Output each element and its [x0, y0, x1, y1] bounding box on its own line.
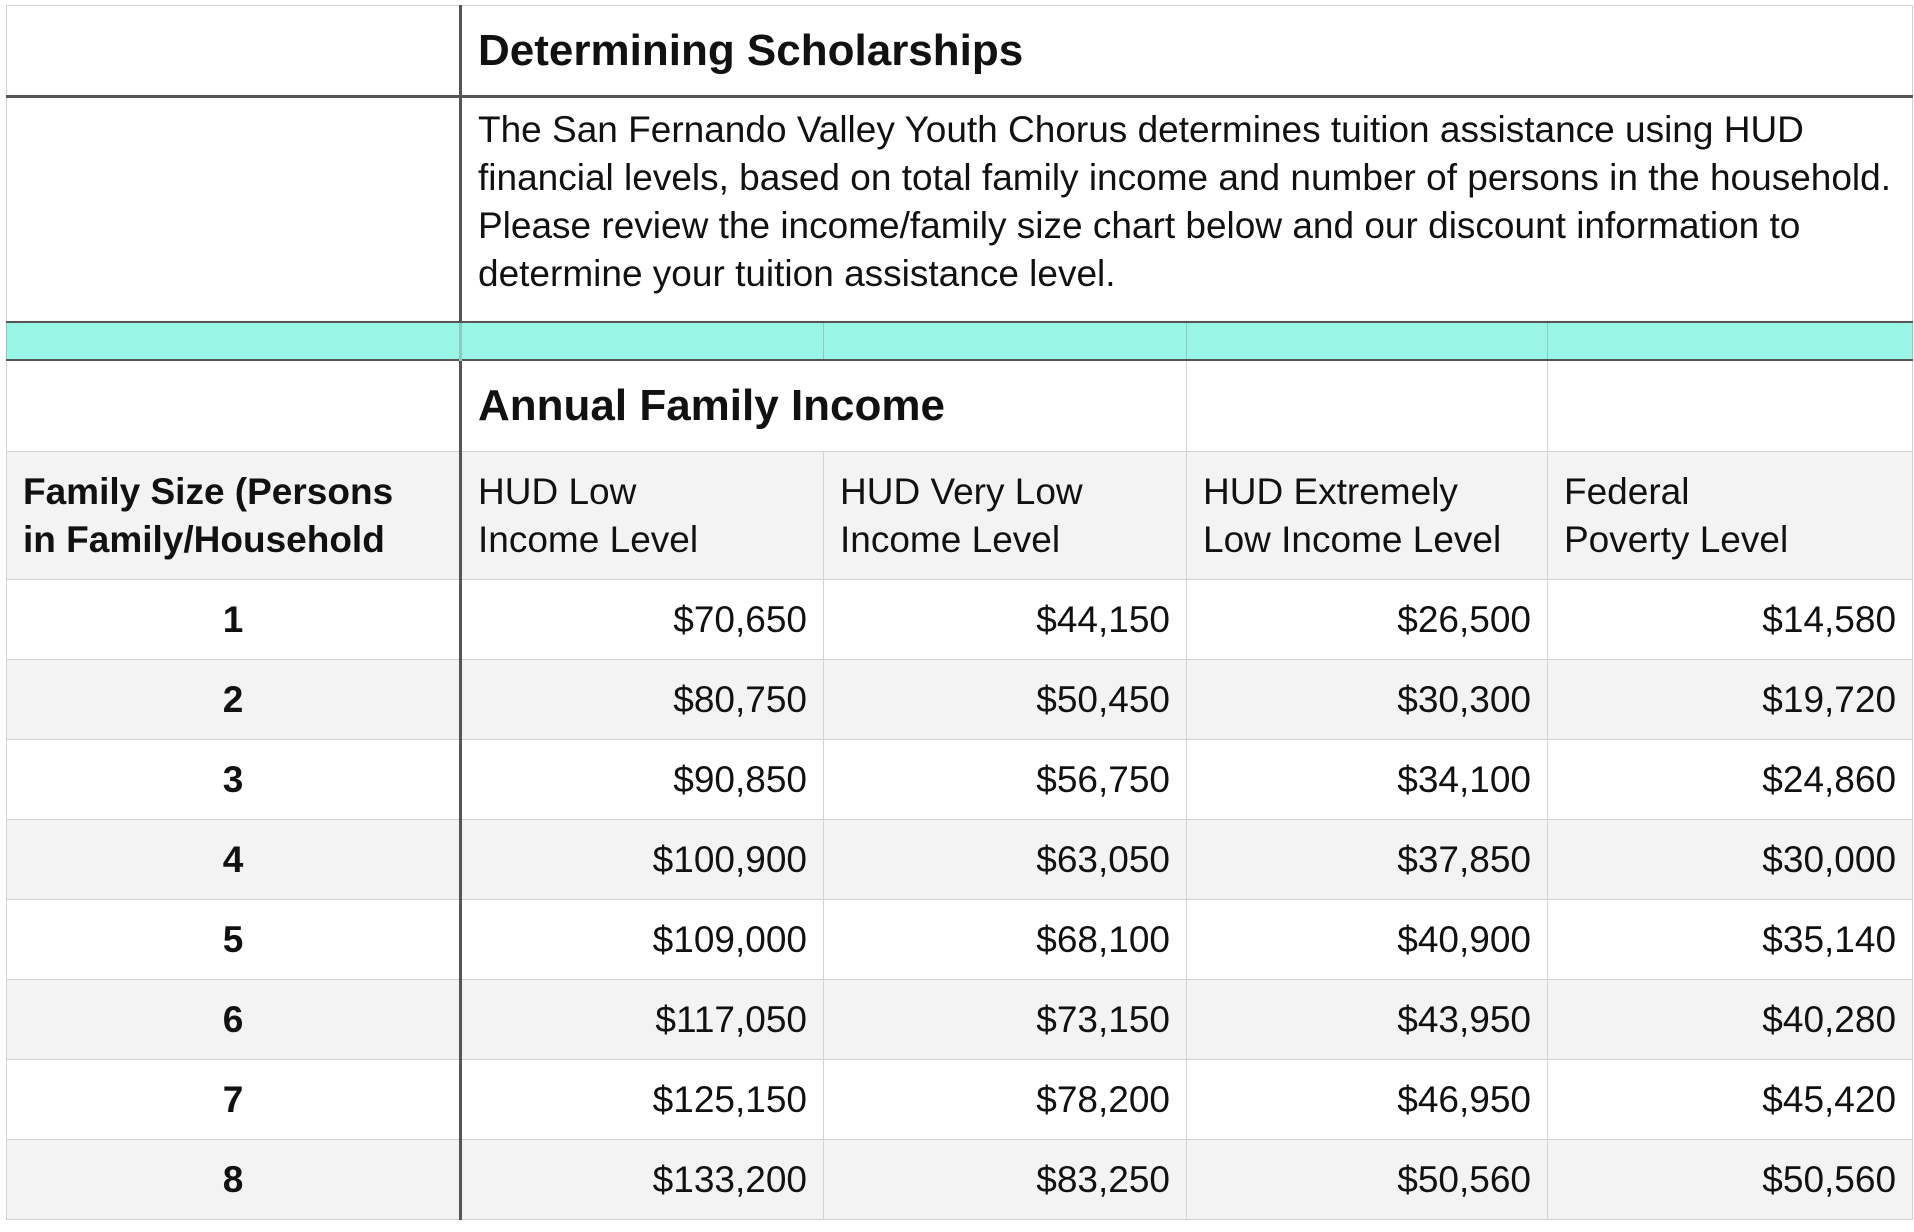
hud-very-low-cell[interactable]: $44,150 [824, 580, 1187, 660]
table-title[interactable]: Determining Scholarships [461, 6, 1913, 97]
family-size-cell[interactable]: 4 [7, 820, 461, 900]
hud-very-low-cell[interactable]: $63,050 [824, 820, 1187, 900]
hud-very-low-cell[interactable]: $83,250 [824, 1140, 1187, 1220]
description-text[interactable]: The San Fernando Valley Youth Chorus determines tuition assistance using HUD financial levels, based on total family income and number of persons in the household. Please review the income/family size chart below and our discount information to determine your tuition assistance level. [461, 97, 1913, 322]
scholarship-table [6, 5, 1913, 1220]
table-row [7, 740, 1913, 820]
header-line: Income Level [478, 518, 699, 560]
header-line: Low Income Level [1203, 518, 1502, 560]
column-header-hud-extremely-low[interactable] [1187, 452, 1548, 580]
hud-low-cell[interactable]: $109,000 [461, 900, 824, 980]
header-line: Poverty Level [1564, 518, 1789, 560]
title-row [7, 6, 1913, 97]
hud-low-cell[interactable]: $80,750 [461, 660, 824, 740]
column-header-federal-poverty[interactable] [1548, 452, 1913, 580]
header-line: HUD Low [478, 470, 637, 512]
header-line: HUD Extremely [1203, 470, 1458, 512]
header-line: Income Level [840, 518, 1061, 560]
federal-poverty-cell[interactable]: $19,720 [1548, 660, 1913, 740]
table-row [7, 900, 1913, 980]
federal-poverty-cell[interactable]: $24,860 [1548, 740, 1913, 820]
hud-extremely-low-cell[interactable]: $34,100 [1187, 740, 1548, 820]
hud-low-cell[interactable]: $70,650 [461, 580, 824, 660]
band-cell[interactable] [461, 322, 824, 360]
family-size-cell[interactable]: 5 [7, 900, 461, 980]
empty-cell[interactable] [7, 97, 461, 322]
header-line: Family Size (Persons [23, 470, 394, 512]
table-row [7, 980, 1913, 1060]
hud-very-low-cell[interactable]: $73,150 [824, 980, 1187, 1060]
hud-low-cell[interactable]: $133,200 [461, 1140, 824, 1220]
column-header-family-size[interactable] [7, 452, 461, 580]
column-header-hud-very-low[interactable] [824, 452, 1187, 580]
federal-poverty-cell[interactable]: $45,420 [1548, 1060, 1913, 1140]
section-title-row [7, 360, 1913, 452]
header-line: Federal [1564, 470, 1690, 512]
family-size-cell[interactable]: 1 [7, 580, 461, 660]
family-size-cell[interactable]: 8 [7, 1140, 461, 1220]
empty-cell[interactable] [7, 360, 461, 452]
family-size-cell[interactable]: 2 [7, 660, 461, 740]
highlight-band-row [7, 322, 1913, 360]
table-row [7, 580, 1913, 660]
table-row [7, 660, 1913, 740]
federal-poverty-cell[interactable]: $40,280 [1548, 980, 1913, 1060]
empty-cell[interactable] [7, 6, 461, 97]
hud-extremely-low-cell[interactable]: $46,950 [1187, 1060, 1548, 1140]
band-cell[interactable] [1187, 322, 1548, 360]
hud-extremely-low-cell[interactable]: $50,560 [1187, 1140, 1548, 1220]
band-cell[interactable] [824, 322, 1187, 360]
section-title[interactable]: Annual Family Income [461, 360, 1187, 452]
hud-extremely-low-cell[interactable]: $26,500 [1187, 580, 1548, 660]
column-header-hud-low[interactable] [461, 452, 824, 580]
empty-cell[interactable] [1187, 360, 1548, 452]
hud-low-cell[interactable]: $90,850 [461, 740, 824, 820]
hud-low-cell[interactable]: $117,050 [461, 980, 824, 1060]
hud-very-low-cell[interactable]: $78,200 [824, 1060, 1187, 1140]
table-row [7, 1060, 1913, 1140]
family-size-cell[interactable]: 3 [7, 740, 461, 820]
hud-very-low-cell[interactable]: $50,450 [824, 660, 1187, 740]
hud-extremely-low-cell[interactable]: $37,850 [1187, 820, 1548, 900]
header-line: HUD Very Low [840, 470, 1083, 512]
federal-poverty-cell[interactable]: $35,140 [1548, 900, 1913, 980]
hud-low-cell[interactable]: $125,150 [461, 1060, 824, 1140]
band-cell[interactable] [1548, 322, 1913, 360]
family-size-cell[interactable]: 6 [7, 980, 461, 1060]
hud-extremely-low-cell[interactable]: $43,950 [1187, 980, 1548, 1060]
federal-poverty-cell[interactable]: $30,000 [1548, 820, 1913, 900]
hud-extremely-low-cell[interactable]: $40,900 [1187, 900, 1548, 980]
family-size-cell[interactable]: 7 [7, 1060, 461, 1140]
column-header-row [7, 452, 1913, 580]
hud-low-cell[interactable]: $100,900 [461, 820, 824, 900]
description-row [7, 97, 1913, 322]
header-line: in Family/Household [23, 518, 385, 560]
hud-very-low-cell[interactable]: $68,100 [824, 900, 1187, 980]
empty-cell[interactable] [1548, 360, 1913, 452]
table-row [7, 1140, 1913, 1220]
federal-poverty-cell[interactable]: $50,560 [1548, 1140, 1913, 1220]
federal-poverty-cell[interactable]: $14,580 [1548, 580, 1913, 660]
hud-very-low-cell[interactable]: $56,750 [824, 740, 1187, 820]
band-cell[interactable] [7, 322, 461, 360]
table-row [7, 820, 1913, 900]
hud-extremely-low-cell[interactable]: $30,300 [1187, 660, 1548, 740]
